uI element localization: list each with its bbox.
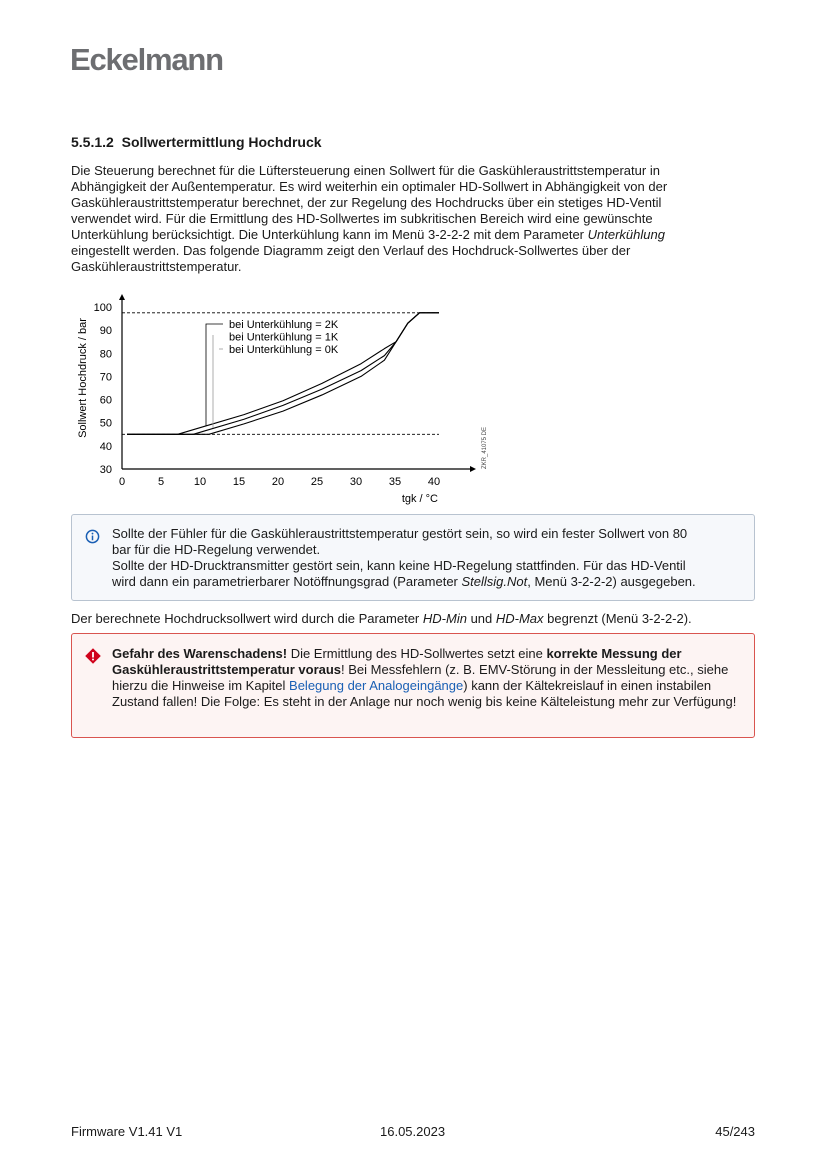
y-tick-label: 100: [93, 302, 112, 314]
figure-id-label: ZKR_41075 DE: [482, 426, 488, 470]
x-tick-label: 30: [349, 476, 363, 488]
y-tick-label: 70: [99, 371, 112, 384]
legend-label-2: bei Unterkühlung = 0K: [229, 344, 339, 356]
y-tick-label: 40: [99, 440, 112, 453]
x-tick-label: 10: [193, 476, 207, 488]
legend-leader-2k: [206, 324, 223, 426]
x-tick-label: 35: [388, 476, 402, 488]
warning-box: Gefahr des Warenschadens! Die Ermittlung des HD-Sollwertes setzt eine korrekte Messung der Gaskühleraustrittstemperatur voraus! Bei Messfehlern (z. B. EMV-Störung in der Messleitung etc., siehe hierzu die Hinweise im Kapitel Belegung der Analogeingänge) kann der Kältekreislauf in einen instabilen Zustand fallen! Die Folge: Es steht in der Anlage nur noch wenig bis keine Kälteleistung mehr zur Verfügung!: [71, 633, 755, 738]
link-analog-inputs[interactable]: Belegung der Analogeingänge: [289, 678, 464, 693]
x-tick-label: 20: [271, 476, 285, 488]
y-axis-arrow: [119, 294, 125, 300]
x-tick-label: 0: [118, 476, 126, 488]
info-icon: [85, 529, 100, 544]
x-tick-label: 5: [157, 476, 165, 488]
x-tick-label: 15: [232, 476, 246, 488]
x-axis-arrow: [470, 466, 476, 472]
y-tick-label: 60: [99, 394, 112, 407]
section-heading: 5.5.1.2 Sollwertermittlung Hochdruck: [71, 134, 322, 150]
footer-firmware: Firmware V1.41 V1: [71, 1124, 183, 1139]
footer-date: 16.05.2023: [380, 1124, 446, 1139]
footer-page: 45/243: [715, 1124, 755, 1139]
y-tick-label: 50: [99, 417, 112, 430]
eckelmann-logo: Eckelmann: [70, 42, 223, 77]
hd-setpoint-chart: [0, 293, 827, 513]
info-box: Sollte der Fühler für die Gaskühleraustrittstemperatur gestört sein, so wird ein fester Sollwert von 80 bar für die HD-Regelung verwendet. Sollte der HD-Drucktransmitter gestört sein, kann keine HD-Regelung stattfinden. Für das HD-Ventil wird dann ein parametrierbarer Notöffnungsgrad (Parameter Stellsig.Not, Menü 3-2-2-2) ausgegeben.: [71, 514, 755, 601]
legend-label-0: bei Unterkühlung = 2K: [229, 319, 339, 331]
intro-paragraph: Die Steuerung berechnet für die Lüftersteuerung einen Sollwert für die Gaskühleraustrittstemperatur in Abhängigkeit der Außentemperatur. Es wird weiterhin ein optimaler HD-Sollwert in Abhängigkeit von der Gaskühleraustrittstemperatur berechnet, der zur Regelung des Hochdrucks über ein stetiges HD-Ventil verwendet wird. Für die Ermittlung des HD-Sollwertes im subkritischen Bereich wird eine gewünschte Unterkühlung berücksichtigt. Die Unterkühlung kann im Menü 3-2-2-2 mit dem Parameter Unterkühlung eingestellt werden. Das folgende Diagramm zeigt den Verlauf des Hochdruck-Sollwertes über der Gaskühleraustrittstemperatur.: [71, 163, 668, 274]
y-axis-label: Sollwert Hochdruck / bar: [77, 318, 89, 438]
x-axis-label: tgk / °C: [401, 493, 438, 505]
legend-label-1: bei Unterkühlung = 1K: [229, 331, 339, 344]
y-tick-label: 90: [99, 325, 112, 338]
y-tick-label: 80: [99, 348, 112, 361]
warning-icon: [85, 648, 101, 664]
y-tick-label: 30: [99, 464, 112, 476]
x-tick-label: 40: [427, 476, 441, 488]
limit-paragraph: Der berechnete Hochdrucksollwert wird durch die Parameter HD-Min und HD-Max begrenzt (Menü 3-2-2-2).: [71, 611, 692, 626]
x-tick-label: 25: [310, 476, 324, 488]
